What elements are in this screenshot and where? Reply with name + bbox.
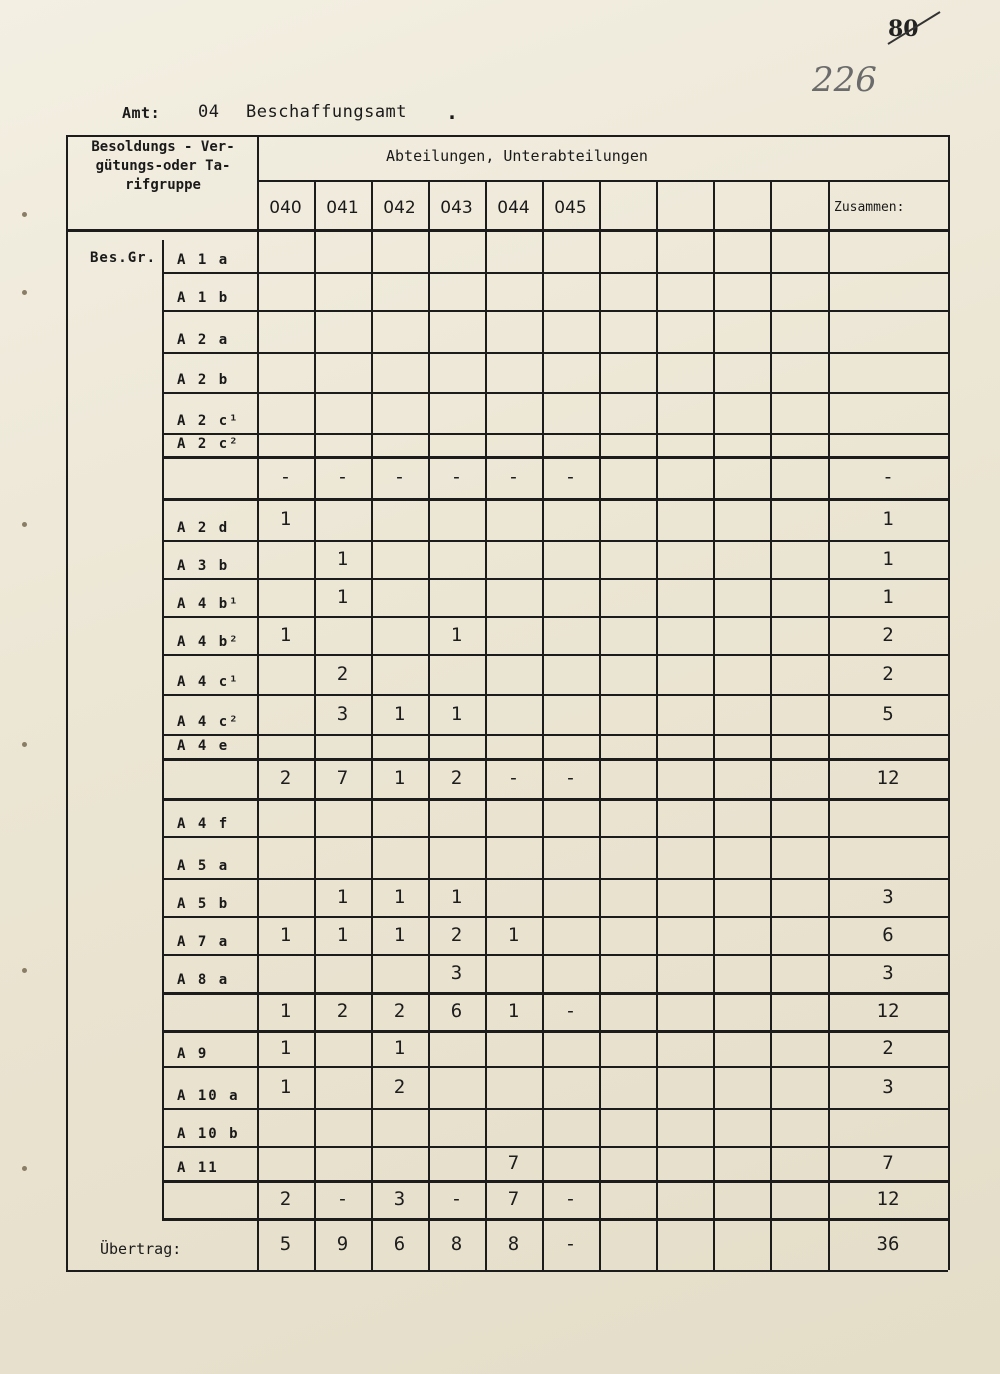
column-code: 044	[497, 198, 530, 218]
table-cell: 1	[279, 624, 292, 646]
table-cell: 3	[393, 1188, 406, 1210]
group-header-line: rifgruppe	[125, 177, 201, 193]
row-total: 2	[882, 1037, 894, 1059]
row-total: 2	[882, 624, 894, 646]
group-header-line: gütungs-oder Ta-	[95, 158, 231, 174]
table-cell	[257, 1108, 314, 1146]
table-cell	[485, 540, 542, 578]
table-cell	[428, 352, 485, 392]
table-cell	[428, 836, 485, 878]
table-cell	[485, 272, 542, 310]
total-header: Zusammen:	[834, 200, 905, 215]
table-cell	[485, 798, 542, 836]
group-label: A 4 c¹	[177, 674, 240, 690]
table-cell: 1	[507, 924, 520, 946]
table-cell	[371, 540, 428, 578]
table-cell	[257, 392, 314, 433]
group-label: A 2 a	[177, 332, 230, 348]
punch-hole	[22, 212, 27, 217]
table-cell	[542, 578, 599, 616]
table-cell: 1	[507, 1000, 520, 1022]
table-cell: 1	[336, 586, 349, 608]
table-cell	[314, 240, 371, 272]
group-label: A 2 c²	[177, 436, 240, 452]
table-cell	[371, 578, 428, 616]
table-cell	[314, 1146, 371, 1180]
row-total	[828, 392, 948, 433]
table-cell	[428, 392, 485, 433]
group-header-line: Besoldungs - Ver-	[91, 139, 235, 155]
table-cell: -	[336, 466, 349, 488]
row-total: 2	[882, 663, 894, 685]
table-cell	[485, 498, 542, 540]
row-total: 6	[882, 924, 894, 946]
table-cell: 6	[450, 1000, 463, 1022]
table-cell	[257, 1146, 314, 1180]
row-total: 3	[882, 962, 894, 984]
table-rule	[66, 135, 68, 1270]
table-cell: 2	[393, 1076, 406, 1098]
carry-cell: 9	[336, 1233, 349, 1255]
group-label: A 1 a	[177, 252, 230, 268]
table-cell	[428, 578, 485, 616]
table-cell: -	[393, 466, 406, 488]
page-number: 80	[888, 16, 919, 42]
group-label: A 4 c²	[177, 714, 240, 730]
table-cell	[257, 352, 314, 392]
table-cell	[428, 310, 485, 352]
table-cell	[542, 734, 599, 758]
table-cell	[485, 310, 542, 352]
row-total	[828, 433, 948, 456]
carry-label: Übertrag:	[100, 1240, 182, 1258]
row-total: 12	[876, 767, 900, 789]
row-total	[828, 734, 948, 758]
table-cell: 1	[450, 624, 463, 646]
table-cell	[257, 240, 314, 272]
table-cell	[542, 878, 599, 916]
table-cell	[314, 1030, 371, 1066]
table-cell	[314, 1066, 371, 1108]
table-cell	[542, 240, 599, 272]
table-cell	[371, 1108, 428, 1146]
table-cell	[371, 392, 428, 433]
table-cell	[485, 240, 542, 272]
carry-cell: 5	[279, 1233, 292, 1255]
table-cell: 1	[336, 924, 349, 946]
table-cell	[371, 1146, 428, 1180]
row-total: 12	[876, 1188, 900, 1210]
table-cell	[485, 954, 542, 992]
table-cell	[257, 310, 314, 352]
besgr-label: Bes.Gr.	[90, 250, 157, 266]
table-cell: -	[564, 767, 577, 789]
table-cell: -	[507, 767, 520, 789]
table-rule	[257, 180, 948, 182]
table-cell	[314, 1108, 371, 1146]
row-total: 1	[882, 548, 894, 570]
table-cell	[542, 310, 599, 352]
table-cell	[542, 352, 599, 392]
table-rule	[66, 1270, 948, 1272]
table-cell: 1	[393, 886, 406, 908]
row-total	[828, 240, 948, 272]
table-cell	[371, 310, 428, 352]
table-cell	[485, 392, 542, 433]
carry-cell: -	[564, 1233, 577, 1255]
table-cell: -	[279, 466, 292, 488]
table-cell	[428, 540, 485, 578]
row-total	[828, 272, 948, 310]
group-label: A 10 a	[177, 1088, 240, 1104]
column-code: 043	[440, 198, 473, 218]
table-cell: 2	[279, 767, 292, 789]
carry-cell: 8	[450, 1233, 463, 1255]
table-cell	[257, 734, 314, 758]
table-rule	[713, 180, 715, 1270]
table-cell: -	[564, 1000, 577, 1022]
table-cell	[428, 498, 485, 540]
table-cell	[371, 734, 428, 758]
table-cell	[371, 798, 428, 836]
table-rule	[66, 229, 948, 232]
group-label: A 2 b	[177, 372, 230, 388]
table-cell	[428, 1030, 485, 1066]
table-cell	[371, 836, 428, 878]
table-cell	[257, 433, 314, 456]
table-cell: 1	[336, 886, 349, 908]
table-cell	[485, 616, 542, 654]
table-cell	[485, 878, 542, 916]
table-cell	[542, 694, 599, 734]
group-label: A 3 b	[177, 558, 230, 574]
table-cell	[371, 654, 428, 694]
table-cell: 2	[450, 767, 463, 789]
table-cell	[428, 654, 485, 694]
table-cell	[257, 694, 314, 734]
row-total	[828, 798, 948, 836]
column-code: 042	[383, 198, 416, 218]
table-cell: 1	[279, 924, 292, 946]
table-cell	[542, 1108, 599, 1146]
office-code: 04	[198, 102, 220, 122]
table-cell: -	[336, 1188, 349, 1210]
table-cell: 1	[279, 508, 292, 530]
table-cell	[314, 498, 371, 540]
punch-hole	[22, 1166, 27, 1171]
carry-total: 36	[876, 1233, 900, 1255]
carry-cell: 8	[507, 1233, 520, 1255]
table-cell	[542, 916, 599, 954]
table-cell	[314, 616, 371, 654]
group-label: A 5 b	[177, 896, 230, 912]
table-cell	[371, 433, 428, 456]
table-cell	[428, 240, 485, 272]
table-cell: 2	[450, 924, 463, 946]
table-cell	[314, 392, 371, 433]
column-code: 045	[554, 198, 587, 218]
table-cell: 1	[279, 1037, 292, 1059]
table-cell	[542, 1030, 599, 1066]
table-cell	[485, 694, 542, 734]
table-cell	[542, 954, 599, 992]
table-cell	[371, 954, 428, 992]
table-rule	[770, 180, 772, 1270]
table-cell	[314, 836, 371, 878]
table-cell	[485, 578, 542, 616]
table-cell: -	[450, 1188, 463, 1210]
table-cell: 3	[450, 962, 463, 984]
column-code: 040	[269, 198, 302, 218]
table-cell: 1	[450, 886, 463, 908]
group-label: A 9	[177, 1046, 209, 1062]
punch-hole	[22, 968, 27, 973]
table-cell: -	[564, 466, 577, 488]
table-cell: 2	[279, 1188, 292, 1210]
table-cell	[371, 352, 428, 392]
table-cell	[371, 240, 428, 272]
table-cell: 1	[279, 1076, 292, 1098]
table-cell	[542, 798, 599, 836]
table-cell	[257, 836, 314, 878]
table-cell: 1	[393, 924, 406, 946]
table-cell	[428, 734, 485, 758]
table-cell	[428, 798, 485, 836]
table-cell	[485, 1030, 542, 1066]
punch-hole	[22, 522, 27, 527]
punch-hole	[22, 290, 27, 295]
table-cell: 7	[507, 1188, 520, 1210]
table-cell: 2	[336, 1000, 349, 1022]
table-cell	[485, 352, 542, 392]
table-cell	[257, 654, 314, 694]
table-cell: 2	[393, 1000, 406, 1022]
table-cell	[542, 433, 599, 456]
office-end: .	[446, 100, 459, 124]
carry-cell: 6	[393, 1233, 406, 1255]
office-label: Amt:	[122, 104, 161, 122]
table-rule	[656, 180, 658, 1270]
group-label: A 5 a	[177, 858, 230, 874]
strike-mark	[878, 8, 948, 48]
table-cell	[314, 433, 371, 456]
table-cell	[314, 798, 371, 836]
group-label: A 4 b²	[177, 634, 240, 650]
table-cell: 7	[336, 767, 349, 789]
column-code: 041	[326, 198, 359, 218]
table-cell: 3	[336, 703, 349, 725]
table-rule	[66, 135, 948, 137]
table-cell	[485, 433, 542, 456]
table-cell	[314, 310, 371, 352]
table-cell	[542, 540, 599, 578]
table-cell	[542, 1066, 599, 1108]
table-cell	[485, 1066, 542, 1108]
group-label: A 2 d	[177, 520, 230, 536]
table-cell	[485, 1108, 542, 1146]
group-label: A 1 b	[177, 290, 230, 306]
table-cell: 2	[336, 663, 349, 685]
group-label: A 4 b¹	[177, 596, 240, 612]
table-cell: -	[450, 466, 463, 488]
row-total	[828, 310, 948, 352]
group-header	[70, 138, 256, 195]
row-total: 3	[882, 1076, 894, 1098]
office-name: Beschaffungsamt	[246, 102, 408, 122]
table-cell	[257, 878, 314, 916]
group-label: A 2 c¹	[177, 413, 240, 429]
table-cell	[485, 734, 542, 758]
table-cell: 1	[336, 548, 349, 570]
row-total: -	[882, 466, 894, 488]
table-cell	[371, 272, 428, 310]
table-cell	[371, 498, 428, 540]
table-cell: 1	[393, 1037, 406, 1059]
table-cell	[428, 1146, 485, 1180]
row-total: 3	[882, 886, 894, 908]
row-total: 1	[882, 586, 894, 608]
table-rule	[599, 180, 601, 1270]
group-label: A 7 a	[177, 934, 230, 950]
table-cell	[485, 836, 542, 878]
row-total	[828, 1108, 948, 1146]
row-total: 1	[882, 508, 894, 530]
table-cell	[371, 616, 428, 654]
table-cell	[542, 616, 599, 654]
group-label: A 11	[177, 1160, 219, 1176]
table-cell	[314, 272, 371, 310]
table-cell	[485, 654, 542, 694]
table-cell: -	[564, 1188, 577, 1210]
row-total	[828, 352, 948, 392]
row-total: 5	[882, 703, 894, 725]
table-cell	[428, 433, 485, 456]
table-cell	[542, 498, 599, 540]
row-total: 7	[882, 1152, 894, 1174]
row-total: 12	[876, 1000, 900, 1022]
row-total	[828, 836, 948, 878]
table-cell: -	[507, 466, 520, 488]
table-cell	[257, 798, 314, 836]
table-cell: 1	[279, 1000, 292, 1022]
table-cell	[542, 272, 599, 310]
group-label: A 4 f	[177, 816, 230, 832]
table-rule	[948, 135, 950, 1270]
table-cell: 1	[393, 767, 406, 789]
group-label: A 8 a	[177, 972, 230, 988]
table-cell	[542, 654, 599, 694]
table-cell	[314, 954, 371, 992]
table-cell	[428, 1108, 485, 1146]
table-cell	[257, 954, 314, 992]
archive-number: 226	[812, 60, 877, 100]
table-cell	[314, 352, 371, 392]
table-cell	[542, 1146, 599, 1180]
table-cell	[428, 272, 485, 310]
group-label: A 10 b	[177, 1126, 240, 1142]
table-cell	[542, 392, 599, 433]
table-cell	[257, 578, 314, 616]
columns-header: Abteilungen, Unterabteilungen	[386, 147, 648, 165]
table-cell	[314, 734, 371, 758]
punch-hole	[22, 742, 27, 747]
table-cell	[542, 836, 599, 878]
table-rule	[162, 240, 164, 1218]
table-cell: 1	[450, 703, 463, 725]
table-cell	[428, 1066, 485, 1108]
group-label: A 4 e	[177, 738, 230, 754]
table-cell	[257, 272, 314, 310]
table-cell	[257, 540, 314, 578]
table-cell: 7	[507, 1152, 520, 1174]
table-cell: 1	[393, 703, 406, 725]
